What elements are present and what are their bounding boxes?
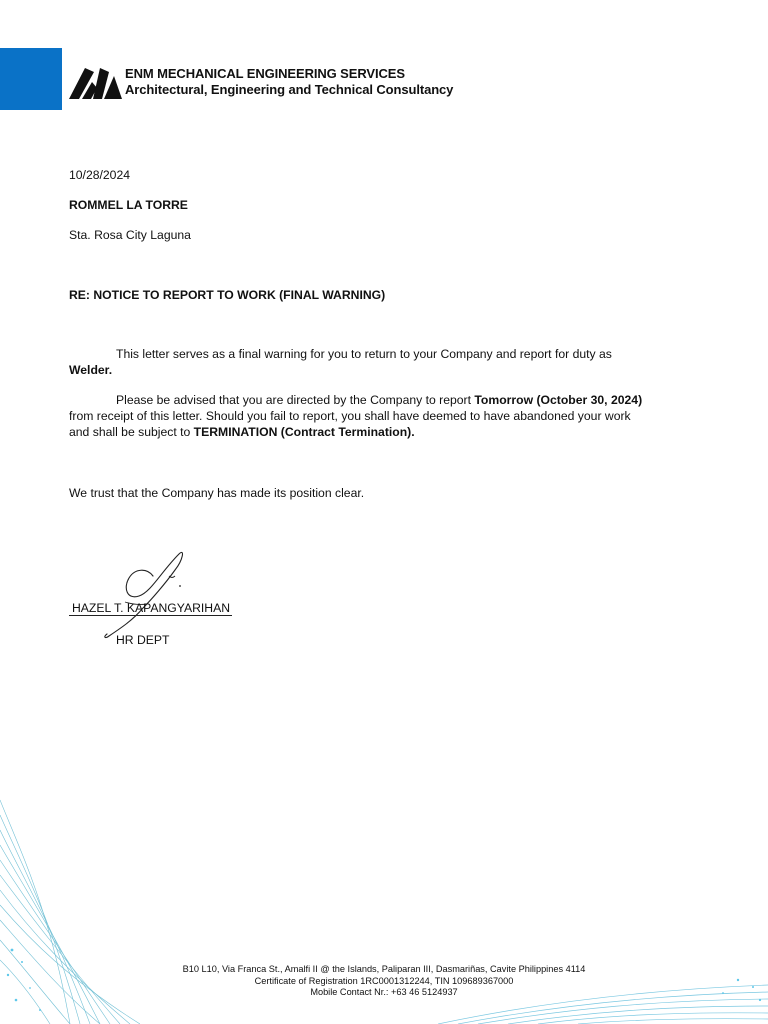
paragraph-2-line-2: from receipt of this letter. Should you fail to report, you shall have deemed to have abandoned your work <box>69 409 631 423</box>
recipient-address: Sta. Rosa City Laguna <box>69 228 191 242</box>
company-logo-icon <box>69 68 123 100</box>
footer-registration: Certificate of Registration 1RC0001312244, TIN 109689367000 <box>254 976 514 986</box>
paragraph-2-line-3-text: and shall be subject to <box>69 425 194 439</box>
letter-subject: RE: NOTICE TO REPORT TO WORK (FINAL WARNING) <box>69 288 386 302</box>
paragraph-1-position: Welder. <box>69 363 113 377</box>
signature-line <box>69 615 232 616</box>
letter-date: 10/28/2024 <box>69 168 130 182</box>
paragraph-1-line-1: This letter serves as a final warning for you to return to your Company and report for duty as <box>116 347 612 361</box>
signatory-department: HR DEPT <box>116 633 170 647</box>
company-name: ENM MECHANICAL ENGINEERING SERVICES <box>125 66 405 81</box>
recipient-name: ROMMEL LA TORRE <box>69 198 188 212</box>
paragraph-2-line-1 <box>116 392 642 409</box>
brand-color-block <box>0 48 62 110</box>
footer-address: B10 L10, Via Franca St., Amalfi II @ the Islands, Paliparan III, Dasmariñas, Cavite Philippines 4114 <box>182 964 586 974</box>
paragraph-2-line-1-text: Please be advised that you are directed by the Company to report <box>116 393 475 407</box>
report-date: Tomorrow (October 30, 2024) <box>474 393 643 407</box>
handwritten-signature <box>95 548 195 640</box>
closing-line: We trust that the Company has made its position clear. <box>69 486 365 500</box>
company-tagline: Architectural, Engineering and Technical Consultancy <box>125 82 454 97</box>
termination-notice: TERMINATION (Contract Termination). <box>193 425 415 439</box>
signatory-name: HAZEL T. KAPANGYARIHAN <box>72 601 231 615</box>
footer-contact: Mobile Contact Nr.: +63 46 5124937 <box>310 987 458 997</box>
paragraph-2-line-3 <box>69 424 415 441</box>
